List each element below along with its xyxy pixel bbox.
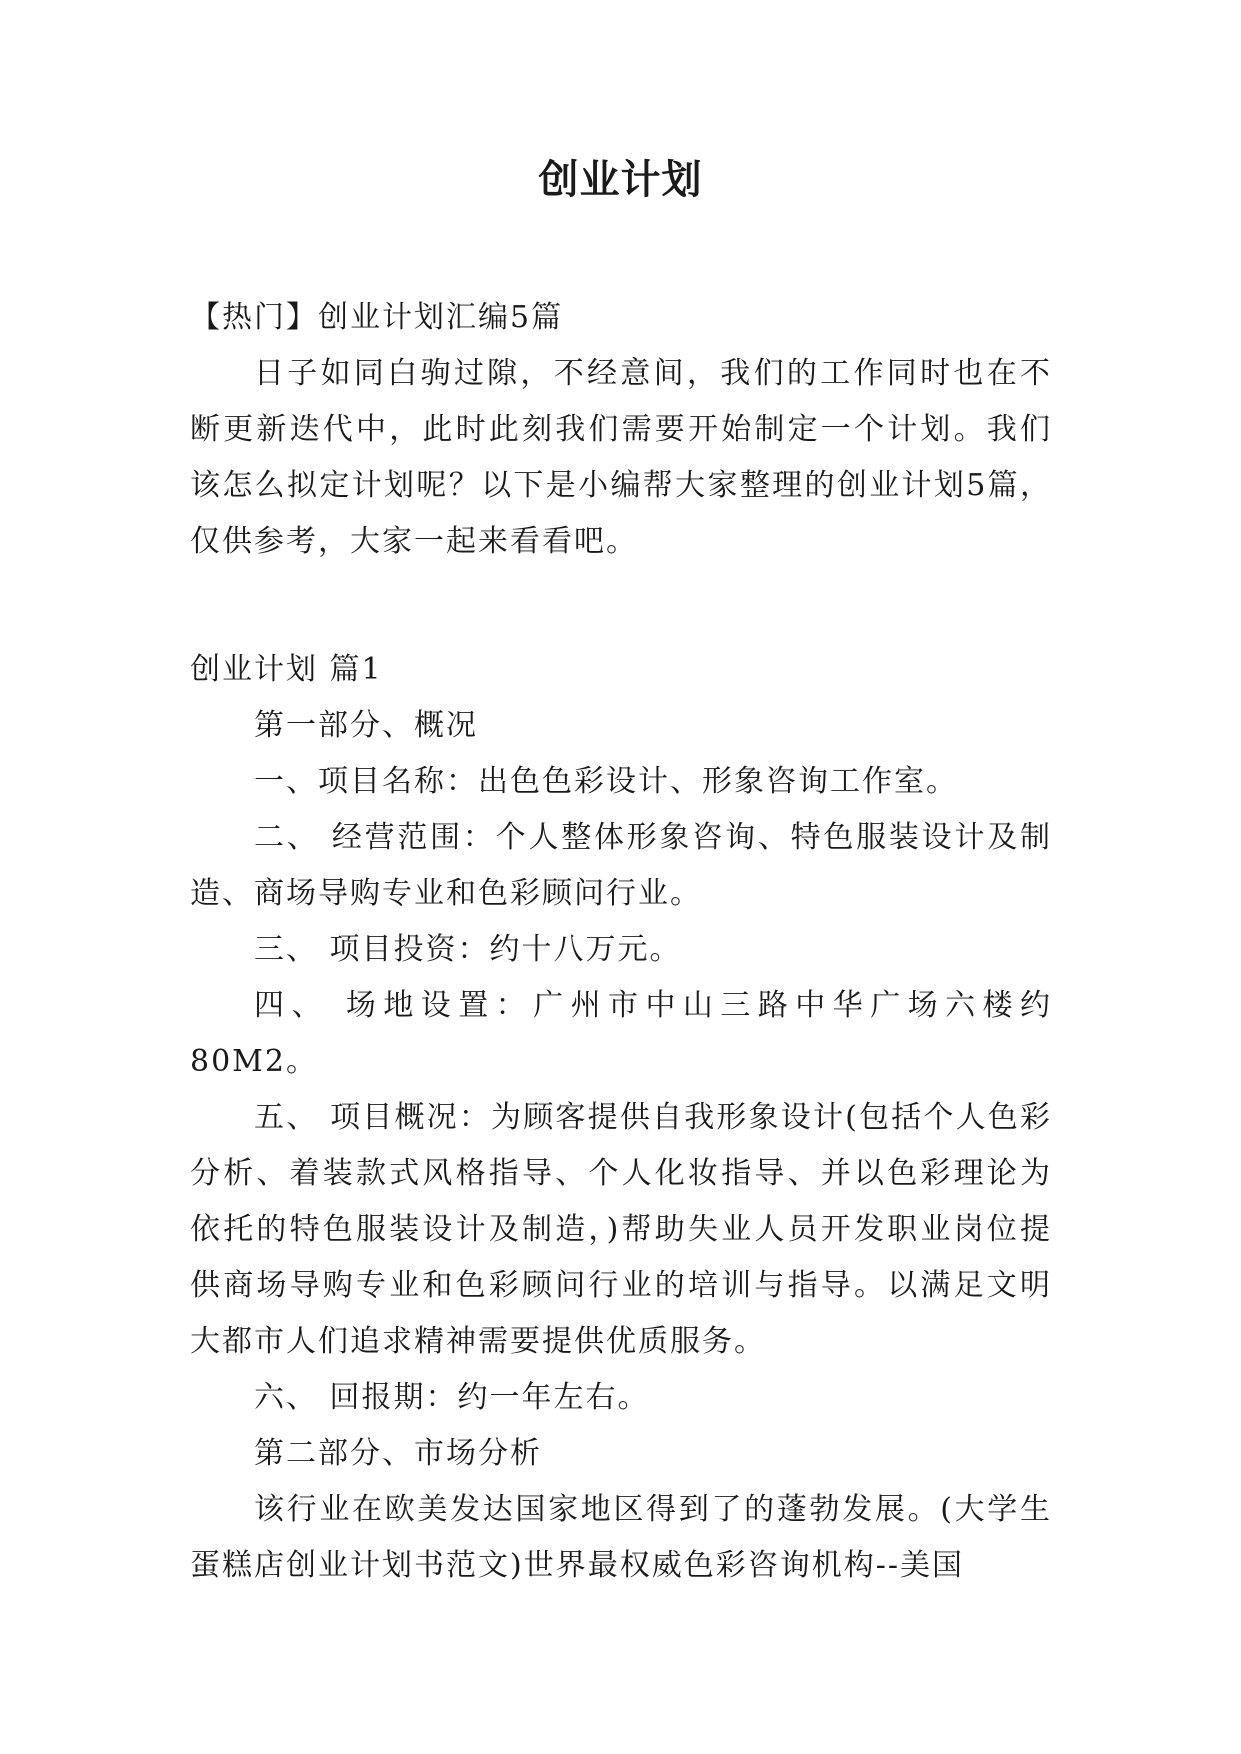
document-title: 创业计划 xyxy=(538,156,703,203)
paragraph-part-two-heading: 第二部分、市场分析 xyxy=(254,1436,542,1471)
section-spacer xyxy=(190,570,1052,642)
section-heading: 创业计划 篇1 xyxy=(190,652,383,687)
paragraph-project-name: 一、项目名称：出色色彩设计、形象咨询工作室。 xyxy=(254,764,958,799)
paragraph-overview: 五、 项目概况：为顾客提供自我形象设计(包括个人色彩分析、着装款式风格指导、个人化妆指导、并以色彩理论为依托的特色服装设计及制造，)帮助失业人员开发职业岗位提供商场导购专业和色彩顾问行业的培训与指导。以满足文明大都市人们追求精神需要提供优质服务。 xyxy=(190,1100,1052,1359)
paragraph-investment: 三、 项目投资：约十八万元。 xyxy=(254,932,682,967)
paragraph-venue: 四、 场地设置：广州市中山三路中华广场六楼约80M2。 xyxy=(190,988,1052,1079)
document-body xyxy=(190,290,1052,1594)
intro-paragraph: 日子如同白驹过隙，不经意间，我们的工作同时也在不断更新迭代中，此时此刻我们需要开始制定一个计划。我们该怎么拟定计划呢？以下是小编帮大家整理的创业计划5篇，仅供参考，大家一起来看看吧。 xyxy=(190,356,1052,559)
document-subtitle: 【热门】创业计划汇编5篇 xyxy=(190,300,564,335)
paragraph-market-analysis: 该行业在欧美发达国家地区得到了的蓬勃发展。(大学生蛋糕店创业计划书范文)世界最权威色彩咨询机构--美国 xyxy=(190,1492,1052,1583)
paragraph-business-scope: 二、 经营范围：个人整体形象咨询、特色服装设计及制造、商场导购专业和色彩顾问行业。 xyxy=(190,820,1052,911)
paragraph-part-one-heading: 第一部分、概况 xyxy=(254,708,478,743)
paragraph-payback: 六、 回报期：约一年左右。 xyxy=(254,1380,650,1415)
